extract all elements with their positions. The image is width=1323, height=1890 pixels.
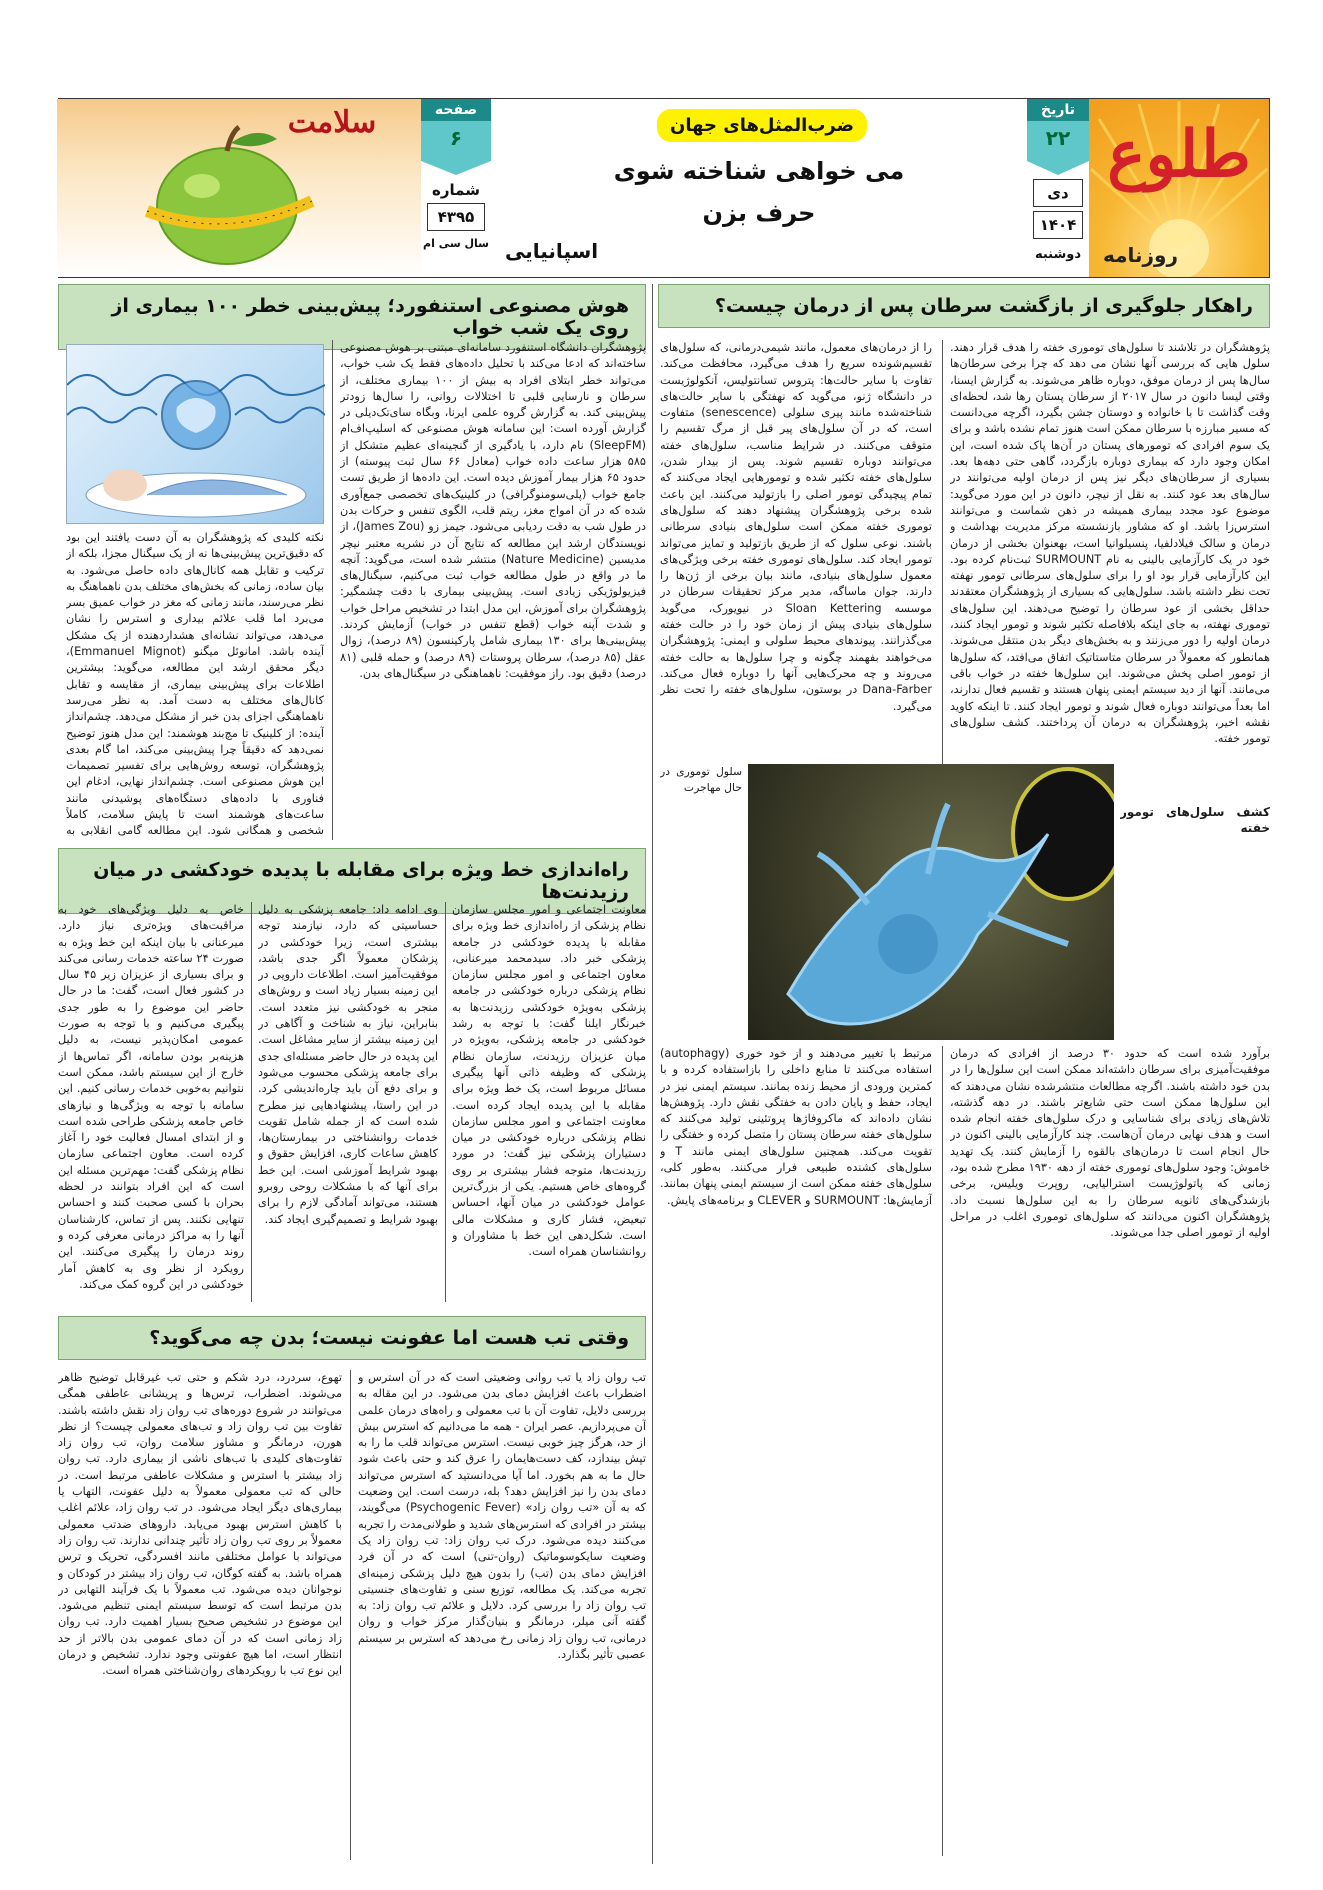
sleep-image <box>66 344 324 524</box>
issue-number: ۴۳۹۵ <box>427 203 485 231</box>
date-column <box>1026 99 1089 277</box>
column-rule <box>350 1370 351 1860</box>
day-number: ۲۲ <box>1045 126 1071 150</box>
fever-col2: تهوع، سردرد، درد شکم و حتی تب غیرقابل توضیح ظاهر می‌شوند. اضطراب، ترس‌ها و پریشانی عاطفی همگی می‌توانند در شروع دوره‌های تب روان زاد نقش داشته باشند. تفاوت بین تب روان زاد و تب‌های معمولی چیست؟ از نظر هورن، درمانگر و مشاور سلامت روان، تب روان زاد تفاوت‌های کلیدی با تب‌های ناشی از بیماری دارد. تب روان زاد بیشتر با استرس و مشکلات عاطفی مرتبط است. در حالی که تب معمولی معمولاً به دلیل عفونت، التهاب یا بیماری‌های دیگر ایجاد می‌شود. در تب روان زاد، علائم اغلب با کاهش استرس بهبود می‌یابد. داروهای ضدتب معمولی معمولاً بر روی تب روان زاد تأثیر چندانی ندارند. تب روان زاد می‌تواند با عوامل مختلفی مانند افسردگی، تحریک و ترس همراه باشد. به گفته کوگان، تب روان زاد بیشتر در کودکان و نوجوانان دیده می‌شود. تب معمولاً با یک فرآیند التهابی در بدن مرتبط است که توسط سیستم ایمنی تنظیم می‌شود. این موضوع در تشخیص صحیح بسیار اهمیت دارد. تب روان زاد زمانی است که در آن دمای عمومی بدن بالاتر از حد انتظار است، اما هیچ عفونتی وجود ندارد. تشخیص و درمان این نوع تب با رویکردهای روان‌شناختی همراه است. <box>58 1371 342 1678</box>
column-rule <box>445 902 446 1302</box>
paper-word: روزنامه <box>1103 243 1178 267</box>
sleep-col2: نکته کلیدی که پژوهشگران به آن دست یافتند این بود که دقیق‌ترین پیش‌بینی‌ها نه از یک سیگنال مجزا، بلکه از ترکیب و تقابل همه کانال‌های داده حاصل می‌شود. به بیان ساده، زمانی که بخش‌های مختلف بدن ناهماهنگ به نظر می‌رسند، مانند زمانی که مغز در خواب عمیق بسر می‌برد اما قلب علائم بیداری و استرس را نشان می‌دهد، می‌تواند نشانه‌ای هشداردهنده از یک مشکل آینده باشد. امانوئل میگنو (Emmanuel Mignot)، دیگر محقق ارشد این مطالعه، می‌گوید: بیشترین اطلاعات برای پیش‌بینی بیماری، از مقایسه و تقابل کانال‌های مختلف به دست آمد. به نظر می‌رسد ناهماهنگی اجزای بدن خبر از مشکل می‌دهد. چشم‌انداز آینده: از کلینیک تا مچ‌بند هوشمند: این مدل هنوز توضیح نمی‌دهد که دقیقاً چرا پیش‌بینی می‌کند، اما گام بعدی پژوهشگران، توسعه روش‌هایی برای تفسیر تصمیمات این هوش مصنوعی است. چشم‌انداز نهایی، ادغام این فناوری با داده‌های دستگاه‌های پوشیدنی مانند ساعت‌های هوشمند است تا پایش سلامت، کاملاً شخصی و همگانی شود. این مطالعه گامی انقلابی به <box>66 531 324 838</box>
page-divider <box>652 284 653 1864</box>
fever-headline: وقتی تب هست اما عفونت نیست؛ بدن چه می‌گوید؟ <box>58 1316 646 1360</box>
cancer-headline: راهکار جلوگیری از بازگشت سرطان پس از درمان چیست؟ <box>658 284 1270 328</box>
suicide-col1: معاونت اجتماعی و امور مجلس سازمان نظام پزشکی از راه‌اندازی خط ویژه برای مقابله با پدیده خودکشی در جامعه پزشکی خبر داد. سیدمحمد میرعنانی، معاون اجتماعی و امور مجلس سازمان نظام پزشکی درباره خودکشی در جامعه پزشکی به‌ویژه خودکشی رزیدنت‌ها به خبرنگار ایلنا گفت: با توجه به رشد خودکشی در جامعه پزشکی، به‌ویژه در میان عزیزان رزیدنت، سازمان نظام پزشکی که وظیفه ذاتی آنها پیگیری مسائل مربوط است، یک خط ویژه برای مقابله با این پدیده ایجاد کرده است. معاونت اجتماعی و امور مجلس سازمان نظام پزشکی درباره خودکشی در میان دستیاران پزشکی نیز گفت: در مورد رزیدنت‌ها، متوجه فشار بیشتری بر روی گروه‌های خاص هستیم. یکی از بزرگ‌ترین عوامل خودکشی در میان آنها، احساس تبعیض، فشار کاری و مشکلات مالی است. شکل‌دهی این خط با مشاوران و روانشناسان همراه است. <box>452 903 646 1259</box>
cancer-col2: را از درمان‌های معمول، مانند شیمی‌درمانی، که سلول‌های تقسیم‌شونده سریع را هدف می‌گیرد، محافظت می‌کند. تفاوت با سایر حالت‌ها: پتروس تسانتولیس، آنکولوژیست در دانشگاه ژنو، می‌گوید که نهفتگی با سایر حالت‌های شناخته‌شده مانند پیری سلولی (senescence) متفاوت است، که در آن سلول‌های پیر قبل از مرگ تقسیم را متوقف می‌کنند. در شرایط مناسب، سلول‌های خفته می‌توانند دوباره تقسیم شوند. پس از بیدار شدن، سلول‌های خفته تکثیر شده و تومورهایی ایجاد می‌کنند که تمام پیچیدگی تومور اصلی را بازتولید می‌کنند. این باعث شده برخی پژوهشگران پیشنهاد دهند که سلول‌های توموری خفته ممکن است سلول‌های بنیادی سرطانی باشند. نوعی سلول که از طریق بازتولید و تمایز می‌تواند تومور ایجاد کند. سلول‌های توموری خفته برخی ویژگی‌های معمول سلول‌های بنیادی، مانند بیان برخی از ژن‌ها را دارند. جوان ماساگه، مدیر مرکز تحقیقات سرطان در موسسه Sloan Kettering در نیویورک، می‌گوید سلول‌های بنیادی پیش از زمان خود را در حالت خفته می‌گذرانند. پیوندهای محیط سلولی و ایمنی: پژوهشگران می‌خواهند بفهمند چگونه و چرا سلول‌ها به حالت خفته می‌روند و چه محرک‌هایی آنها را دوباره فعال می‌کند. Dana-Farber در بوستون، سلول‌های خفته را تحت نظر می‌گیرد. <box>660 341 932 713</box>
suicide-col3: خاص به دلیل ویژگی‌های خود به مراقبت‌های ویژه‌تری نیاز دارد. میرعنانی با بیان اینکه این خط ویژه به صورت ۲۴ ساعته خدمات رسانی می‌کند و برای بسیاری از عزیزان زیر ۴۵ سال در کشور فعال است، گفت: ما در حال حاضر این موضوع را به طور جدی پیگیری می‌کنیم و با توجه به صورت عمومی امکان‌پذیر نیست، به دلیل هزینه‌بر بودن سامانه، اگر تماس‌ها از خارج از این سیستم باشد، ممکن است نتوانیم به‌خوبی خدمات رسانی کنیم. این سامانه با توجه به ویژگی‌ها و نیازهای خاص جامعه پزشکی طراحی شده است و از ابتدای امسال فعالیت خود را آغاز کرده است. معاون اجتماعی سازمان نظام پزشکی گفت: مهم‌ترین مسئله این است که این افراد بتوانند در لحظه بحران با کسی صحبت کنند و احساس تنهایی نکنند. پس از تماس، کارشناسان آنها را به مراکز درمانی معرفی کرده و روند درمان را پیگیری می‌کنند. این رویکرد از نظر وی به کاهش آمار خودکشی در این گروه کمک می‌کند. <box>58 903 244 1291</box>
date-label: تاریخ <box>1027 99 1089 121</box>
sleep-headline: هوش مصنوعی استنفورد؛ پیش‌بینی خطر ۱۰۰ بیماری از روی یک شب خواب <box>58 284 646 350</box>
proverb-tag: ضرب‌المثل‌های جهان <box>657 109 867 142</box>
column-rule <box>942 1046 943 1856</box>
cancer-sub-dormant <box>1120 800 1270 1040</box>
cancer-col1: پژوهشگران در تلاشند تا سلول‌های توموری خفته را هدف قرار دهند. سلول هایی که بررسی آنها نشان می دهد که چرا برخی سرطان‌ها سال‌ها پس از درمان موفق، دوباره ظاهر می‌شوند. به گزارش ایسنا، وقتی لیسا دانون در سال ۲۰۱۷ از سرطان پستان رها شد، لحظه‌ای وقت گذاشت تا با خانواده و دوستان جشن بگیرد، اگرچه می‌دانست که مسیر مبارزه با سرطان ممکن است هنوز تمام نشده باشد و برای یک سوم افرادی که تومورهای پستان در آن‌ها پاک شده است، این امکان وجود دارد که بیماری دوباره بازگردد، گاهی حتی دهه‌ها بعد. بسیاری از سرطان‌های دیگر نیز پس از درمان اولیه می‌توانند در سال‌های بعد عود کنند. به نقل از نیچر، دانون در این مورد می‌گوید: موضوع عود مجدد بیماری همیشه در ذهن شماست و می‌توانند استرس‌زا باشد. او که مشاور بازنشسته مرکز مدیریت بهداشت و درمان و سالک فیلادلفیا، پنسیلوانیا است، بهعنوان بخشی از درمان خود در یک کارآزمایی بالینی به نام SURMOUNT ثبت‌نام کرده بود. این کارآزمایی قرار بود او را برای سلول‌های سرطانی تومور نهفته تحت نظر داشته باشد. سلول‌هایی که بسیاری از پژوهشگران معتقدند حداقل بخشی از عود سرطان را توضیح می‌دهند. این سلول‌های توموری نهفته، به جای اینکه بلافاصله تکثیر شوند و تومور ایجاد کنند، درمان اولیه را دور می‌زنند و به بخش‌های دیگر بدن منتقل می‌شوند. همانطور که معمولاً در سرطان متاستاتیک اتفاق می‌افتد، که سلول‌ها از تومور اصلی پخش می‌شوند. این سلول‌ها خفته در خواب باقی می‌مانند. آنها از دید سیستم ایمنی پنهان هستند و تقسیم فعال ندارند، اما بعداً می‌توانند دوباره فعال شوند و تومور ایجاد کنند. تا اینکه کاوید نقشه اخیر، پژوهشگران به درمان آن پرداختند. کشف سلول‌های تومور خفته. <box>950 341 1270 746</box>
year-value: ۱۴۰۴ <box>1033 211 1083 239</box>
page-number: ۶ <box>449 126 463 150</box>
fever-col1: تب روان زاد یا تب روانی وضعیتی است که در آن استرس و اضطراب باعث افزایش دمای بدن می‌شود. در این مقاله به بررسی دلایل، تفاوت آن با تب معمولی و راه‌های درمان علمی آن می‌پردازیم. عصر ایران - همه ما می‌دانیم که استرس بیش از حد، هرگز چیز خوبی نیست. استرس می‌تواند قلب ما را به تپش بیندازد، کف دست‌هایمان را عرق کند و حتی باعث شود حال ما به هم بخورد. اما آیا می‌دانستید که استرس می‌تواند دمای بدن را نیز افزایش دهد؟ بله، درست است. این وضعیت که به آن «تب روان زاد» (Psychogenic Fever) می‌گویند، بیشتر در افرادی که استرس‌های شدید و طولانی‌مدت را تجربه می‌کنند دیده می‌شود. درک تب روان زاد: تب روان زاد یک وضعیت سایکوسوماتیک (روان-تنی) است که در آن فرد افزایش دمای بدن (تب) را بدون هیچ دلیل پزشکی زمینه‌ای تجربه می‌کند. یک مطالعه، توزیع سنی و تفاوت‌های جنسیتی تب روان زاد را بررسی کرد. دلایل و علائم تب روان زاد: به گفته آنی میلر، درمانگر و بنیان‌گذار مرکز خواب و روان درمانی، تب روان زاد زمانی رخ می‌دهد که استرس بر سیستم عصبی تأثیر بگذارد. <box>358 1371 646 1662</box>
section-block <box>57 99 421 277</box>
weekday-value: دوشنبه <box>1034 247 1082 262</box>
issue-column <box>420 99 491 277</box>
page-label: صفحه <box>421 99 491 121</box>
sleep-col1: پژوهشگران دانشگاه استنفورد سامانه‌ای مبتنی بر هوش مصنوعی ساخته‌اند که ادعا می‌کند با تحلیل داده‌های فقط یک شب خواب، می‌تواند خطر ابتلای افراد به بیش از ۱۰۰ بیماری مختلف، از سرطان و نارسایی قلبی تا اختلالات روانی، را سال‌ها زودتر پیش‌بینی کند. به گزارش گروه علمی ایرنا، وبگاه سای‌تک‌دیلی در گزارش آورده است: این سامانه هوش مصنوعی که اسلیپ‌اف‌ام (SleepFM) نام دارد، با یادگیری از گنجینه‌ای عظیم متشکل از ۵۸۵ هزار ساعت داده خواب (معادل ۶۶ سال ثبت پیوسته) از حدود ۶۵ هزار بیمار آموزش دیده است. این داده‌ها از طریق تست جامع خواب (پلی‌سومنوگرافی) در کلینیک‌های تخصصی جمع‌آوری شده که در آن امواج مغز، ریتم قلب، الگوی تنفس و حرکات بدن در طول شب به دقت ردیابی می‌شود. جیمز زو (James Zou)، از نویسندگان ارشد این مطالعه که نتایج آن در نشریه معتبر نیچر مدیسین (Nature Medicine) منتشر شده است، می‌گوید: آنچه ما در واقع در طول مطالعه خواب ثبت می‌کنیم، سیگنال‌های فیزیولوژیکی زیادی است. پیش‌بینی بیماری با دقت چشمگیر: پژوهشگران برای آموزش، این مدل ابتدا در تشخیص مراحل خواب و شدت آپنه خواب (قطع تنفس در خواب) آزمایش کردند. پیش‌بینی‌ها برای ۱۳۰ بیماری شامل پارکینسون (۸۹ درصد)، زوال عقل (۸۵ درصد)، سرطان پروستات (۸۹ درصد) و حمله قلبی (۸۱ درصد) دقیق بود. راز موفقیت: ناهماهنگی در سیگنال‌های بدن. <box>340 341 646 680</box>
cancer-image-side-text: سلول توموری در حال مهاجرت <box>660 765 742 795</box>
subhead-dormant: کشف سلول‌های تومور خفته <box>1120 805 1270 836</box>
proverb-box <box>490 99 1027 277</box>
cancer-col3: مرتبط با تغییر می‌دهند و از خود خوری (autophagy) استفاده می‌کنند تا منابع داخلی را بازاستفاده کرده و با کمترین ورودی از محیط زنده بمانند. سیستم ایمنی نیز در ایجاد، حفظ و پایان دادن به خفتگی نقش دارد. پژوهش‌ها نشان داده‌اند که ماکروفاژها پروتئینی تولید می‌کنند که سلول‌های خفته سرطان پستان را متصل کرده و خفتگی را تقویت می‌کند. همچنین سلول‌های ایمنی مانند T و سلول‌های کشنده طبیعی فرار می‌کنند. به‌طور کلی، سلول‌های خفته ممکن است از سیستم ایمنی پنهان بمانند. آزمایش‌ها: SURMOUNT و CLEVER و برنامه‌های پایش. <box>660 1047 932 1207</box>
cancer-cell-image <box>748 764 1114 1040</box>
issue-label: شماره <box>432 181 480 199</box>
suicide-col2: وی ادامه داد: جامعه پزشکی به دلیل حساسیتی که دارد، نیازمند توجه بیشتری است، زیرا خودکشی در پزشکان معمولاً اگر جدی باشد، موفقیت‌آمیز است. اطلاعات دارویی در این زمینه بسیار زیاد است و روش‌های منجر به خودکشی نیز متعدد است. بنابراین، نیاز به شناخت و آگاهی در این زمینه بیشتر از سایر مشاغل است. این پدیده در حال حاضر مسئله‌ای جدی برای جامعه پزشکی محسوب می‌شود و برای دفع آن باید چاره‌اندیشی کرد. در این راستا، پیشنهادهایی نیز مطرح شده است که از جمله شامل تقویت خدمات روانشناختی در بیمارستان‌ها، کاهش ساعات کاری، افزایش حقوق و بهبود شرایط آموزشی است. این خط برای آنها که با مشکلات روحی روبرو هستند، می‌تواند آمادگی لازم را برای بهبود شرایط و تصمیم‌گیری ایجاد کند. <box>258 903 438 1226</box>
column-rule <box>251 902 252 1302</box>
cancer-cell-icon <box>748 764 1114 1040</box>
day-badge <box>1027 121 1089 161</box>
section-title: سلامت <box>287 105 377 140</box>
sleeping-brain-icon <box>67 345 325 525</box>
column-rule <box>332 340 333 840</box>
month-value: دی <box>1033 179 1083 207</box>
masthead <box>58 98 1270 278</box>
year-label: سال سی ام <box>423 237 489 250</box>
proverb-line1: می خواهی شناخته شوی <box>613 157 905 185</box>
proverb-origin: اسپانیایی <box>505 239 599 263</box>
proverb-line2: حرف بزن <box>702 199 816 227</box>
apple-icon <box>127 121 327 271</box>
cancer-col4: برآورد شده است که حدود ۳۰ درصد از افرادی که درمان موفقیت‌آمیزی برای سرطان داشته‌اند ممکن است این سلول‌ها را در بدن خود داشته باشند. اگرچه مطالعات منتشرشده نشان می‌دهند که این سلول‌ها ممکن است حتی شایع‌تر باشند. در دهه گذشته، تلاش‌های زیادی برای شناسایی و درک سلول‌های خفته انجام شده است و هدف نهایی درمان آن‌هاست. چند کارآزمایی بالینی اکنون در حال انجام است تا درمان‌های بالقوه را آزمایش کنند. یک تهدید خاموش: وجود سلول‌های توموری خفته از دهه ۱۹۳۰ مطرح شده بود، زمانی که پاتولوژیست استرالیایی، روپرت ویلیس، برخی بازشدگی‌های ثانویه سرطان را به این سلول‌ها نسبت داد. پژوهشگران اکنون می‌دانند که سلول‌های توموری اغلب در مراحل اولیه از تومور اصلی جدا می‌شوند. <box>950 1047 1270 1240</box>
logo-text: طلوع <box>1107 117 1251 192</box>
page-badge <box>421 121 491 161</box>
suicide-headline: راه‌اندازی خط ویژه برای مقابله با پدیده خودکشی در میان رزیدنت‌ها <box>58 848 646 914</box>
logo-block <box>1088 99 1269 277</box>
